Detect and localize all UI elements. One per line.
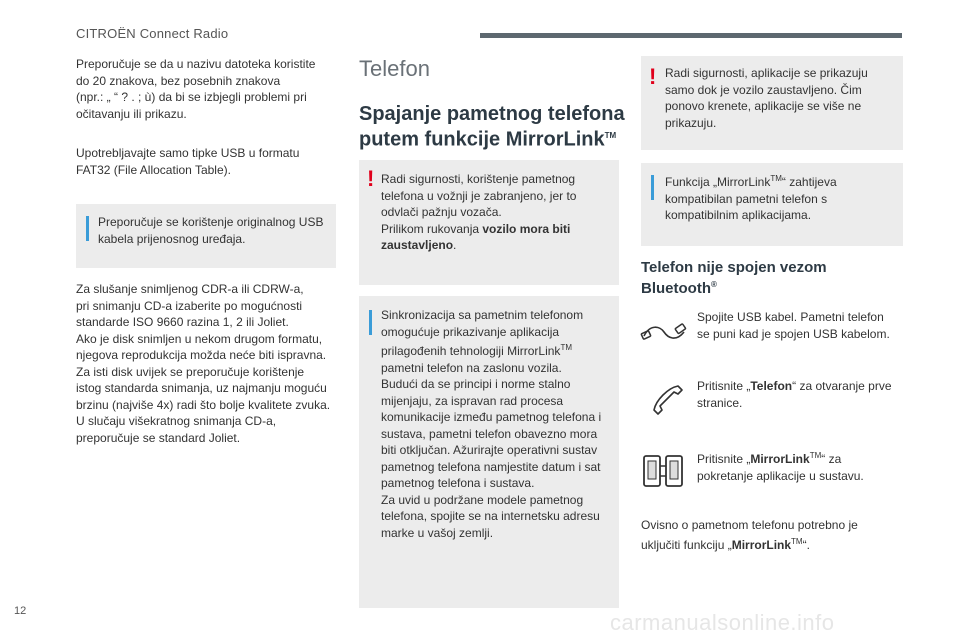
text-span: Funkcija „MirrorLink: [665, 175, 771, 189]
step-2-text: [697, 378, 907, 411]
text-line: istog standarda snimanja, uz najmanju moguću: [76, 381, 327, 395]
text-line: kompatibilan pametni telefon s: [665, 191, 828, 206]
header-bar: [480, 33, 902, 38]
header-title: CITROËN Connect Radio: [76, 26, 229, 41]
text-line: stranice.: [697, 395, 743, 410]
middle-info-box: [359, 296, 619, 608]
trademark-sup: TM: [560, 343, 572, 352]
subheading-line: putem funkcije MirrorLink: [359, 128, 605, 151]
text-line: Za uvid u podržane modele pametnog: [381, 492, 584, 507]
text-line: Radi sigurnosti, korištenje pametnog: [381, 172, 576, 186]
text-line: standarde ISO 9660 razina 1, 2 ili Joliet.: [76, 315, 289, 329]
text-line: mijenjaju, za ispravan rad procesa: [381, 393, 564, 408]
warning-icon: !: [649, 64, 657, 89]
text-line: kompatibilnim aplikacijama.: [665, 208, 812, 222]
text-line: Za isti disk uvijek se preporučuje korištenje: [76, 364, 305, 379]
text-line: Za slušanje snimljenog CDR-a ili CDRW-a,: [76, 282, 304, 296]
text-line: kabela prijenosnog uređaja.: [98, 231, 246, 246]
info-icon: [86, 216, 89, 241]
phone-handset-icon: [648, 382, 688, 422]
subheading-line: Spajanje pametnog telefona: [359, 103, 625, 125]
text-line: FAT32 (File Allocation Table).: [76, 162, 231, 177]
left-info-box: [76, 204, 336, 268]
text-line: telefona, spojite se na internetsku adresu: [381, 509, 600, 523]
text-line: Spojite USB kabel. Pametni telefon: [697, 310, 884, 324]
text-span: .: [453, 238, 457, 252]
text-span: “ za otvaranje prve: [792, 379, 892, 393]
text-span: “ za: [821, 452, 842, 466]
text-line: marke u vašoj zemlji.: [381, 525, 494, 540]
text-line: Budući da se principi i norme stalno: [381, 377, 571, 391]
text-bold: MirrorLink: [731, 537, 792, 552]
text-line: Radi sigurnosti, aplikacije se prikazuju: [665, 66, 868, 80]
text-line: (npr.: „ “ ? . ; ù) da bi se izbjegli problemi pri: [76, 90, 307, 104]
text-span: “ zahtijeva: [781, 175, 837, 189]
text-line: pametnog telefona i sustava.: [381, 476, 535, 490]
text-span: prilagođenih tehnologiji MirrorLink: [381, 344, 561, 358]
text-line: telefona u vožnji je zabranjeno, jer to: [381, 188, 577, 203]
step-3-text: [697, 448, 907, 484]
left-paragraph-3: [76, 281, 346, 446]
info-icon: [369, 310, 372, 335]
text-line: preporučuje se standard Joliet.: [76, 430, 241, 445]
text-line: brzinu (najviše 4x) radi što bolje kvalitete zvuka.: [76, 397, 331, 412]
right-info-box: [641, 163, 903, 246]
text-line: pametnog telefona namjestite datum i sat: [381, 459, 601, 474]
right-warning-box: [641, 56, 903, 150]
text-line: se puni kad je spojen USB kabelom.: [697, 326, 890, 341]
text-line: U slučaju višekratnog snimanja CD-a,: [76, 414, 277, 428]
left-paragraph-2: [76, 145, 346, 178]
text-line: samo dok je vozilo zaustavljeno. Čim: [665, 82, 862, 97]
warning-icon: !: [367, 166, 375, 191]
text-line: njegova reprodukcija možda neće biti ispravna.: [76, 348, 327, 362]
text-line: očitavanju ili prikazu.: [76, 106, 187, 121]
text-bold: MirrorLink: [750, 452, 810, 466]
text-span: Prilikom rukovanja: [381, 221, 483, 236]
subheading-line: Bluetooth: [641, 280, 711, 297]
text-line: pri snimanju CD-a izaberite po mogućnosti: [76, 298, 303, 313]
final-paragraph: [641, 517, 903, 553]
trademark-sup: TM: [809, 451, 822, 460]
trademark-sup: TM: [791, 536, 803, 546]
text-bold: Telefon: [750, 379, 793, 393]
subheading-line: Telefon nije spojen vezom: [641, 259, 827, 276]
text-line: odvlači pažnju vozača.: [381, 205, 502, 219]
text-line: Upotrebljavajte samo tipke USB u formatu: [76, 146, 300, 160]
text-line: Ovisno o pametnom telefonu potrebno je: [641, 518, 858, 532]
text-line: prikazuju.: [665, 115, 717, 130]
info-icon: [651, 175, 654, 200]
registered-sup: ®: [710, 280, 717, 289]
text-line: pametni telefon na zaslonu vozila.: [381, 360, 562, 375]
trademark-sup: TM: [604, 131, 617, 140]
text-line: omogućuje prikazivanje aplikacija: [381, 324, 560, 339]
middle-warning-box: [359, 160, 619, 285]
left-paragraph-1: [76, 56, 346, 122]
subheading-mirrorlink: [359, 103, 629, 151]
subheading-bluetooth: [641, 259, 903, 297]
text-line: biti otključan. Ažurirajte operativni sustav: [381, 443, 598, 457]
text-line: pokretanje aplikacije u sustavu.: [697, 468, 864, 483]
text-line: Preporučuje se da u nazivu datoteka koristite: [76, 57, 316, 71]
text-line: do 20 znakova, bez posebnih znakova: [76, 73, 281, 88]
page-number: 12: [14, 605, 27, 617]
text-bold: vozilo mora biti: [482, 221, 571, 236]
text-line: Ako je disk snimljen u nekom drugom formatu,: [76, 331, 323, 346]
usb-cable-icon: [640, 310, 688, 358]
text-line: ponovo krenete, aplikacije se više ne: [665, 99, 862, 113]
text-bold: zaustavljeno: [381, 238, 454, 252]
text-line: sustava, pametni telefon obavezno mora: [381, 426, 598, 441]
text-line: Preporučuje se korištenje originalnog USB: [98, 215, 324, 229]
text-span: Pritisnite „: [697, 452, 751, 466]
text-span: uključiti funkciju „: [641, 537, 732, 552]
text-line: komunikacije između pametnog telefona i: [381, 410, 602, 424]
mirrorlink-icon: [640, 452, 688, 492]
section-title: Telefon: [359, 56, 430, 81]
step-1-text: [697, 309, 907, 342]
trademark-sup: TM: [770, 174, 782, 183]
text-line: Sinkronizacija sa pametnim telefonom: [381, 308, 584, 322]
text-span: “.: [802, 537, 810, 552]
text-span: Pritisnite „: [697, 379, 751, 393]
watermark: carmanualsonline.info: [610, 610, 835, 635]
